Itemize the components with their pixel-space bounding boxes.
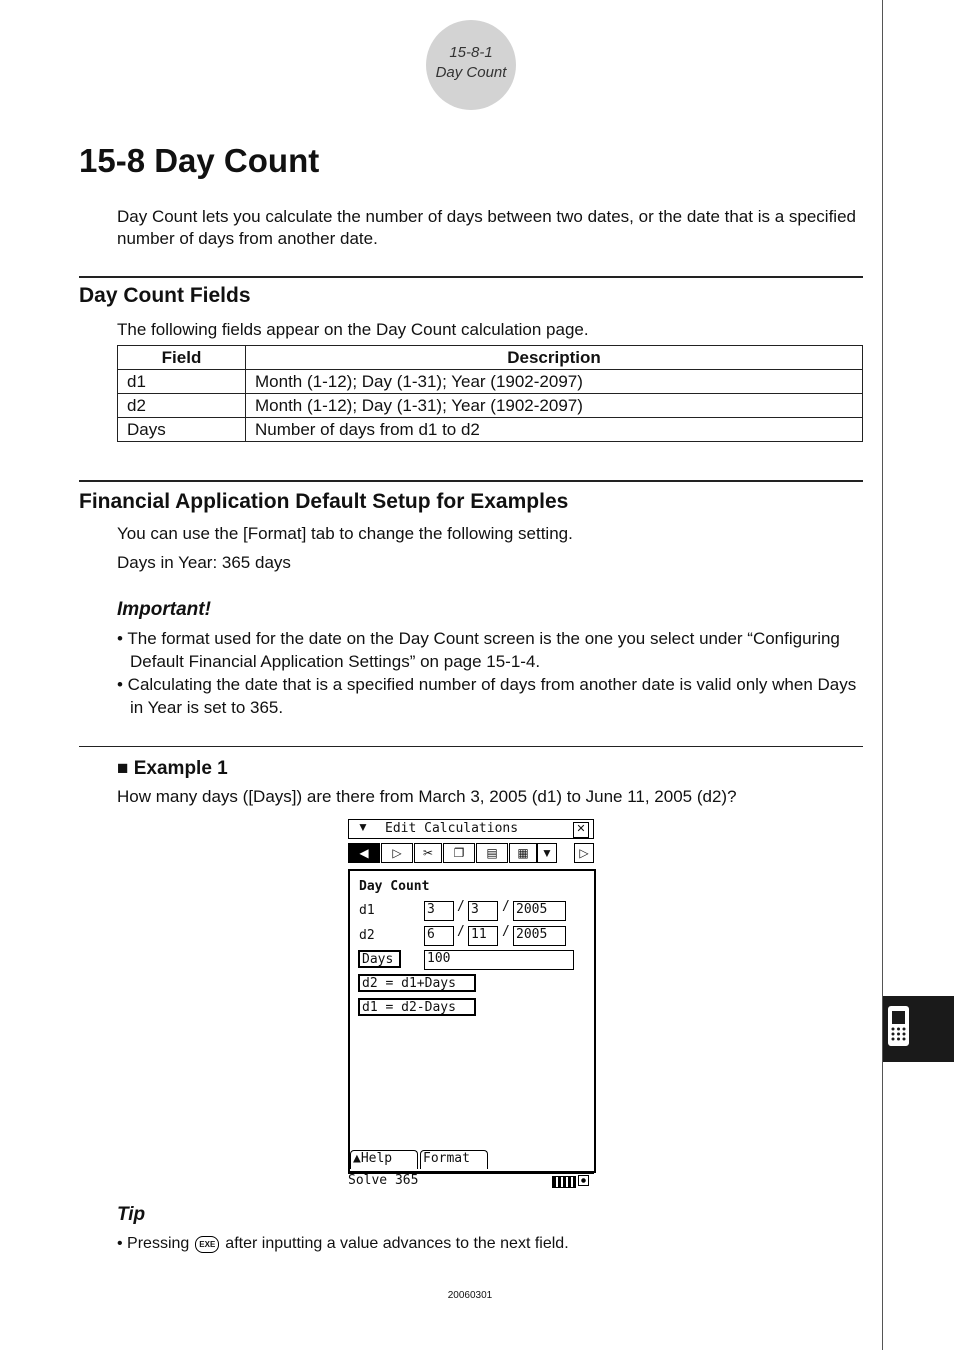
play-icon[interactable]: ▷	[381, 843, 413, 863]
menu-arrow-icon[interactable]: ▼	[357, 820, 369, 834]
cell-description: Month (1-12); Day (1-31); Year (1902-2097)	[246, 394, 863, 418]
screen-title: Day Count	[359, 879, 430, 894]
d1-label: d1	[359, 903, 375, 918]
page-title: 15-8 Day Count	[79, 142, 320, 179]
dropdown-icon[interactable]: ▼	[537, 843, 557, 863]
cell-field: d2	[118, 394, 246, 418]
important-heading: Important!	[117, 599, 211, 620]
section-name: Day Count	[435, 64, 507, 81]
important-list	[117, 627, 867, 719]
d2-day-field[interactable]: 11	[468, 926, 498, 946]
menu-bar[interactable]	[348, 819, 594, 839]
page-edge-line	[882, 0, 883, 1350]
example-question: How many days ([Days]) are there from March 3, 2005 (d1) to June 11, 2005 (d2)?	[117, 787, 737, 806]
d1-month-field[interactable]: 3	[424, 901, 454, 921]
d2-month-field[interactable]: 6	[424, 926, 454, 946]
page-badge	[426, 20, 516, 110]
calculator-screen	[348, 819, 594, 1191]
tip-text	[117, 1234, 569, 1254]
tab-help[interactable]: ▲Help	[350, 1150, 418, 1169]
solve-d1-button[interactable]: d1 = d2-Days	[358, 998, 476, 1016]
copy-icon[interactable]: ❐	[443, 843, 475, 863]
cell-description: Number of days from d1 to d2	[246, 418, 863, 442]
col-header-description: Description	[246, 346, 863, 370]
scroll-right-icon[interactable]: ▷	[574, 843, 594, 863]
divider	[79, 746, 863, 747]
tab-format[interactable]: Format	[420, 1150, 488, 1169]
date-separator: /	[457, 924, 465, 939]
date-separator: /	[502, 899, 510, 914]
battery-icon	[552, 1176, 576, 1188]
d1-day-field[interactable]: 3	[468, 901, 498, 921]
menu-title[interactable]: Edit Calculations	[385, 821, 519, 836]
setup-heading: Financial Application Default Setup for Examples	[79, 490, 569, 513]
days-button[interactable]: Days	[358, 950, 401, 968]
close-icon[interactable]: ✕	[573, 822, 589, 838]
status-text: Solve 365	[348, 1173, 419, 1188]
cell-field: d1	[118, 370, 246, 394]
tip-heading: Tip	[117, 1204, 146, 1225]
fields-table	[117, 345, 863, 442]
date-separator: /	[502, 924, 510, 939]
page-number: 15-8-1	[449, 44, 493, 61]
days-field[interactable]: 100	[424, 950, 574, 970]
divider	[79, 480, 863, 482]
chapter-tab	[883, 996, 954, 1062]
tip-text-before: • Pressing	[117, 1235, 190, 1252]
cell-field: Days	[118, 418, 246, 442]
list-item: • The format used for the date on the Day Count screen is the one you select under “Configuring Default Financial Application Settings” on page 15-1-4.	[117, 629, 840, 671]
example-heading: ■ Example 1	[117, 758, 228, 779]
cut-icon[interactable]: ✂	[414, 843, 442, 863]
back-icon[interactable]: ◀	[348, 843, 380, 863]
solve-d2-button[interactable]: d2 = d1+Days	[358, 974, 476, 992]
exe-key-icon: EXE	[195, 1236, 219, 1253]
d2-year-field[interactable]: 2005	[513, 926, 566, 946]
table-row	[118, 370, 863, 394]
cell-description: Month (1-12); Day (1-31); Year (1902-2097)	[246, 370, 863, 394]
tip-text-after: after inputting a value advances to the next field.	[225, 1235, 569, 1252]
d2-label: d2	[359, 928, 375, 943]
intro-text: Day Count lets you calculate the number of days between two dates, or the date that is a specified number of days from another date.	[117, 207, 856, 248]
footer-code: 20060301	[447, 1290, 493, 1301]
grid-icon[interactable]: ▦	[509, 843, 537, 863]
calculator-icon	[883, 996, 954, 1062]
date-separator: /	[457, 899, 465, 914]
divider	[79, 276, 863, 278]
fields-lead: The following fields appear on the Day Count calculation page.	[117, 320, 589, 339]
calc-panel	[348, 869, 596, 1173]
fields-heading: Day Count Fields	[79, 284, 251, 307]
table-row	[118, 418, 863, 442]
d1-year-field[interactable]: 2005	[513, 901, 566, 921]
setup-line1: You can use the [Format] tab to change the following setting.	[117, 524, 573, 543]
col-header-field: Field	[118, 346, 246, 370]
paste-icon[interactable]: ▤	[476, 843, 508, 863]
list-item: • Calculating the date that is a specified number of days from another date is valid only when Days in Year is set to 365.	[117, 675, 857, 717]
window-icon[interactable]	[578, 1175, 589, 1186]
table-row	[118, 394, 863, 418]
setup-line2: Days in Year: 365 days	[117, 553, 291, 572]
